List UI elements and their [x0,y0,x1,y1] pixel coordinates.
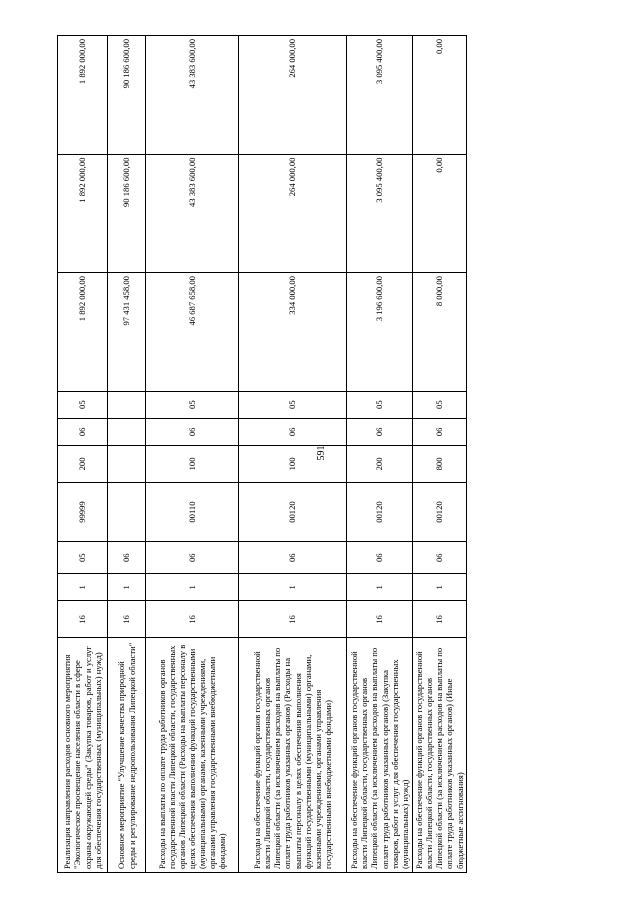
code-cell: 06 [58,418,108,445]
amount-cell: 334 000,00 [239,273,347,392]
code-cell: 800 [413,445,467,482]
code-cell: 05 [146,391,239,418]
code-cell: 00120 [347,482,413,541]
row-description: Расходы на обеспечение функций органов государственной власти Липецкой области, государственных органов Липецкой области (за исключением расходов на выплаты по оплате труда работников указанных органов) (Закупка товаров, работ и услуг для обеспечения государственных (муниципальных) нужд) [347,638,413,873]
amount-cell: 90 186 600,00 [108,154,146,273]
code-cell: 16 [413,601,467,638]
code-cell: 16 [146,601,239,638]
amount-cell: 90 186 600,00 [108,36,146,155]
code-cell: 00120 [239,482,347,541]
amount-cell: 264 000,00 [239,36,347,155]
code-cell: 16 [239,601,347,638]
amount-cell: 1 892 000,00 [58,154,108,273]
amount-cell: 43 383 600,00 [146,36,239,155]
code-cell: 06 [239,418,347,445]
amount-cell: 97 431 458,00 [108,273,146,392]
code-cell: 06 [413,418,467,445]
code-cell: 05 [58,391,108,418]
budget-table [57,35,467,873]
table-row [347,36,413,873]
code-cell: 06 [146,418,239,445]
amount-cell: 8 000,00 [413,273,467,392]
code-cell: 1 [108,574,146,601]
amount-cell: 0,00 [413,154,467,273]
code-cell: 1 [146,574,239,601]
code-cell: 00110 [146,482,239,541]
row-description: Расходы на выплаты по оплате труда работников органов государственной власти Липецкой области, государственных органов Липецкой области (Расходы на выплаты персоналу в целях обеспечения выполнения функций государственными (муниципальными) органами, казенными учреждениями, органами управления государственными внебюджетными фондами) [146,638,239,873]
table-row [413,36,467,873]
code-cell [108,418,146,445]
code-cell: 16 [347,601,413,638]
amount-cell: 43 383 600,00 [146,154,239,273]
code-cell: 06 [108,542,146,574]
code-cell [108,391,146,418]
amount-cell: 3 095 400,00 [347,154,413,273]
code-cell: 1 [347,574,413,601]
code-cell: 100 [146,445,239,482]
table-row [58,36,108,873]
amount-cell: 1 892 000,00 [58,273,108,392]
code-cell [108,482,146,541]
table-row [108,36,146,873]
amount-cell: 3 095 400,00 [347,36,413,155]
code-cell: 1 [239,574,347,601]
code-cell: 1 [58,574,108,601]
row-description: Реализация направления расходов основного мероприятия "Экологическое просвещение населения области в сфере охраны окружающей среды" (Закупка товаров, работ и услуг для обеспечения государственных (муниципальных) нужд) [58,638,108,873]
page-number: 591 [316,445,327,461]
code-cell [108,445,146,482]
table-row [239,36,347,873]
code-cell: 06 [347,542,413,574]
code-cell: 200 [347,445,413,482]
amount-cell: 1 892 000,00 [58,36,108,155]
amount-cell: 264 000,00 [239,154,347,273]
row-description: Основное мероприятие "Улучшение качества природной среды и регулирование недропользования Липецкой области" [108,638,146,873]
code-cell: 00120 [413,482,467,541]
code-cell: 200 [58,445,108,482]
code-cell: 16 [108,601,146,638]
code-cell: 06 [239,542,347,574]
code-cell: 05 [347,391,413,418]
code-cell: 1 [413,574,467,601]
amount-cell: 0,00 [413,36,467,155]
amount-cell: 3 196 600,00 [347,273,413,392]
code-cell: 100 [239,445,347,482]
amount-cell: 46 687 658,00 [146,273,239,392]
row-description: Расходы на обеспечение функций органов государственной власти Липецкой области, государственных органов Липецкой области (за исключением расходов на выплаты по оплате труда работников указанных органов) (Иные бюджетные ассигнования) [413,638,467,873]
rotated-page-content [57,35,465,873]
code-cell: 05 [239,391,347,418]
code-cell: 05 [413,391,467,418]
table-row [146,36,239,873]
code-cell: 99999 [58,482,108,541]
code-cell: 06 [146,542,239,574]
code-cell: 06 [347,418,413,445]
code-cell: 16 [58,601,108,638]
row-description: Расходы на обеспечение функций органов государственной власти Липецкой области, государственных органов Липецкой области (за исключением расходов на выплаты по оплате труда работников указанных органов) (Расходы на выплаты персоналу в целях обеспечения выполнения функций государственными (муниципальными) органами, казенными учреждениями, органами управления государственными внебюджетными фондами) [239,638,347,873]
code-cell: 05 [58,542,108,574]
code-cell: 06 [413,542,467,574]
